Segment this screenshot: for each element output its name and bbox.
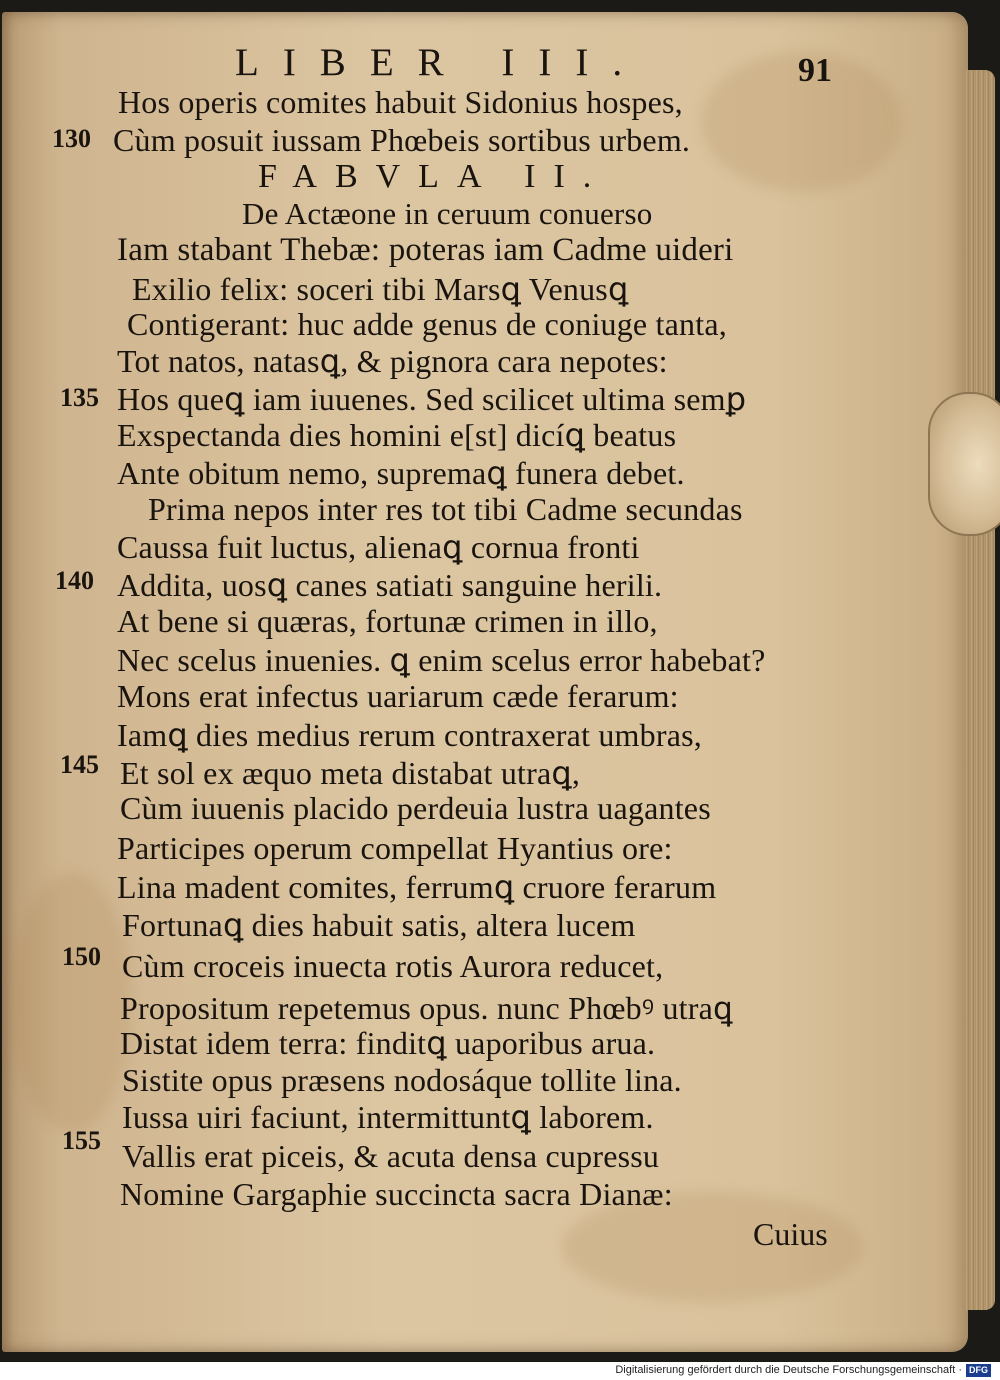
verse-line: Prima nepos inter res tot tibi Cadme secundas [148, 491, 743, 527]
verse-line: Nomine Gargaphie succincta sacra Dianæ: [120, 1176, 673, 1212]
folio-number: 91 [798, 52, 832, 89]
verse-line: Cùm iuuenis placido perdeuia lustra uagantes [120, 790, 711, 826]
line-number: 135 [60, 383, 99, 412]
running-head: LIBER III. [235, 41, 647, 84]
verse-line: Cùm posuit iussam Phœbeis sortibus urbem. [113, 122, 691, 158]
verse-line: Cùm croceis inuecta rotis Aurora reducet, [122, 948, 664, 984]
fabula-subtitle: De Actæone in ceruum conuerso [242, 196, 653, 231]
line-number: 145 [60, 750, 99, 779]
verse-line: Iam stabant Thebæ: poteras iam Cadme uideri [117, 232, 734, 268]
verse-line: Tot natos, natasꝗ, & pignora cara nepotes: [117, 343, 668, 379]
fabula-title: FABVLA II. [258, 158, 610, 195]
verse-line: Et sol ex æquo meta distabat utraꝗ, [120, 755, 581, 791]
page-edges [965, 70, 995, 1310]
verse-line: Addita, uosꝗ canes satiati sanguine herili. [117, 567, 663, 603]
catchword: Cuius [753, 1216, 828, 1252]
verse-line: Iussa uiri faciunt, intermittuntꝗ laborem. [122, 1099, 654, 1135]
funding-credit: Digitalisierung gefördert durch die Deutsche Forschungsgemeinschaft · [615, 1364, 962, 1376]
verse-line: Caussa fuit luctus, alienaꝗ cornua fronti [117, 529, 640, 565]
line-number: 150 [62, 942, 101, 971]
line-number: 140 [55, 566, 94, 595]
verse-line: Participes operum compellat Hyantius ore: [117, 830, 673, 866]
verse-line: Hos queꝗ iam iuuenes. Sed scilicet ultima semꝑ [117, 381, 747, 417]
verse-line: Mons erat infectus uariarum cæde ferarum: [117, 678, 679, 714]
verse-line: Distat idem terra: finditꝗ uaporibus arua. [120, 1025, 656, 1061]
dfg-logo: DFG [966, 1364, 991, 1377]
verse-line: Vallis erat piceis, & acuta densa cupressu [122, 1138, 660, 1174]
verse-line: Contigerant: huc adde genus de coniuge tanta, [127, 306, 727, 342]
verse-line: Propositum repetemus opus. nunc Phœbꝰ utraꝗ [120, 990, 733, 1026]
verse-line: Nec scelus inuenies. ꝗ enim scelus error habebat? [117, 642, 766, 678]
verse-line: Iamꝗ dies medius rerum contraxerat umbras, [117, 717, 702, 753]
verse-line: Ante obitum nemo, supremaꝗ funera debet. [117, 455, 685, 491]
verse-line: Exilio felix: soceri tibi Marsꝗ Venusꝗ [132, 271, 629, 307]
verse-line: Sistite opus præsens nodosáque tollite lina. [122, 1062, 682, 1098]
verse-line: Hos operis comites habuit Sidonius hospes, [118, 84, 683, 120]
line-number: 130 [52, 124, 91, 153]
verse-line: Fortunaꝗ dies habuit satis, altera lucem [122, 907, 636, 943]
verse-line: Exspectanda dies homini e[st] dicíꝗ beatus [117, 417, 677, 453]
line-number: 155 [62, 1126, 101, 1155]
verse-line: At bene si quæras, fortunæ crimen in illo, [117, 603, 658, 639]
verse-line: Lina madent comites, ferrumꝗ cruore ferarum [117, 869, 717, 905]
